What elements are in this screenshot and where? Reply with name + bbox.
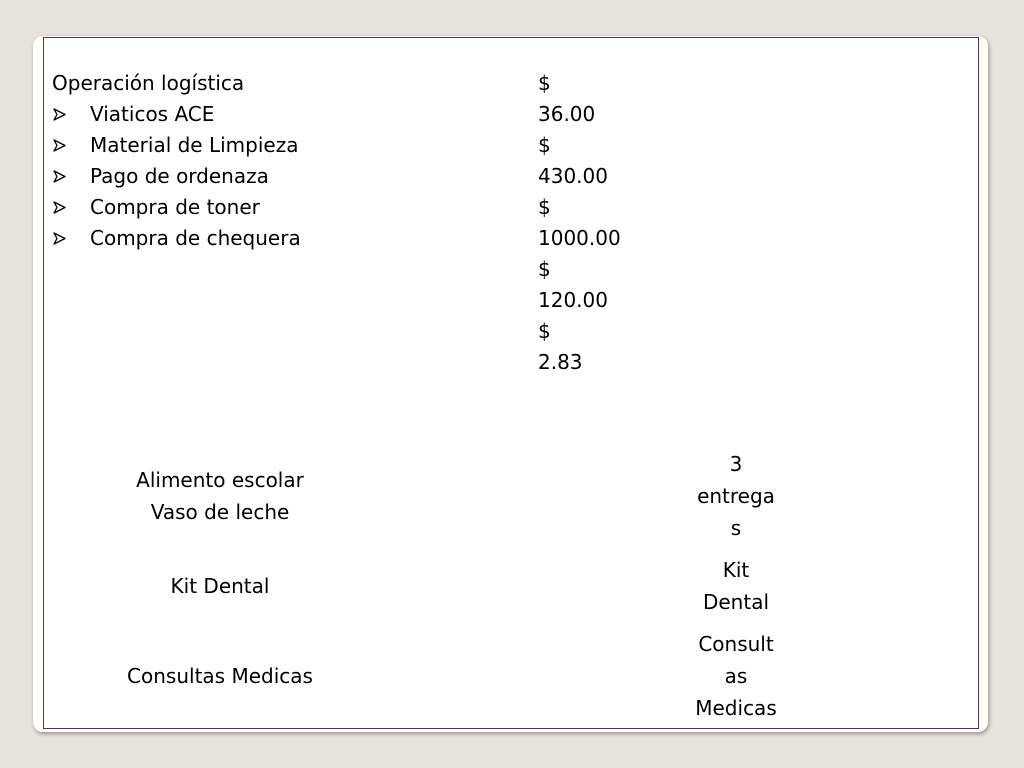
arrow-bullet-icon	[52, 130, 90, 161]
amount-value: 430.00	[538, 164, 608, 188]
program-label: Vaso de leche	[150, 500, 290, 524]
program-alimento-escolar	[70, 464, 370, 528]
list-item	[52, 192, 301, 223]
program-value-line: s	[730, 516, 742, 540]
amount-value: 36.00	[538, 102, 596, 126]
program-value-kit	[676, 554, 796, 618]
program-kit-dental	[70, 570, 370, 602]
list-item-label: Pago de ordenaza	[90, 164, 269, 188]
section-title: Operación logística	[52, 71, 245, 95]
program-consultas-medicas	[70, 660, 370, 692]
program-value-line: entrega	[697, 484, 775, 508]
program-value-line: as	[724, 664, 748, 688]
program-value-line: Consult	[698, 632, 774, 656]
program-value-line: Dental	[702, 590, 770, 614]
expense-list	[52, 99, 301, 254]
list-item	[52, 223, 301, 254]
amount-value: $	[538, 257, 551, 281]
amount-value: 2.83	[538, 350, 583, 374]
arrow-bullet-icon	[52, 161, 90, 192]
amount-value: 1000.00	[538, 226, 621, 250]
program-label: Kit Dental	[170, 574, 270, 598]
program-value-entregas	[676, 448, 796, 544]
list-item	[52, 161, 301, 192]
amount-value: $	[538, 319, 551, 343]
amount-value: $	[538, 71, 551, 95]
list-item-label: Compra de chequera	[90, 226, 301, 250]
list-item	[52, 130, 301, 161]
program-value-line: Medicas	[695, 696, 777, 720]
list-item	[52, 99, 301, 130]
arrow-bullet-icon	[52, 223, 90, 254]
amount-value: $	[538, 133, 551, 157]
amount-value: $	[538, 195, 551, 219]
program-value-consultas	[676, 628, 796, 724]
program-value-line: Kit	[722, 558, 750, 582]
program-value-line: 3	[729, 452, 743, 476]
arrow-bullet-icon	[52, 99, 90, 130]
list-item-label: Viaticos ACE	[90, 102, 215, 126]
program-label: Alimento escolar	[136, 468, 304, 492]
amount-value: 120.00	[538, 288, 608, 312]
program-label: Consultas Medicas	[127, 664, 313, 688]
arrow-bullet-icon	[52, 192, 90, 223]
list-item-label: Compra de toner	[90, 195, 260, 219]
list-item-label: Material de Limpieza	[90, 133, 299, 157]
amount-list	[538, 68, 621, 378]
